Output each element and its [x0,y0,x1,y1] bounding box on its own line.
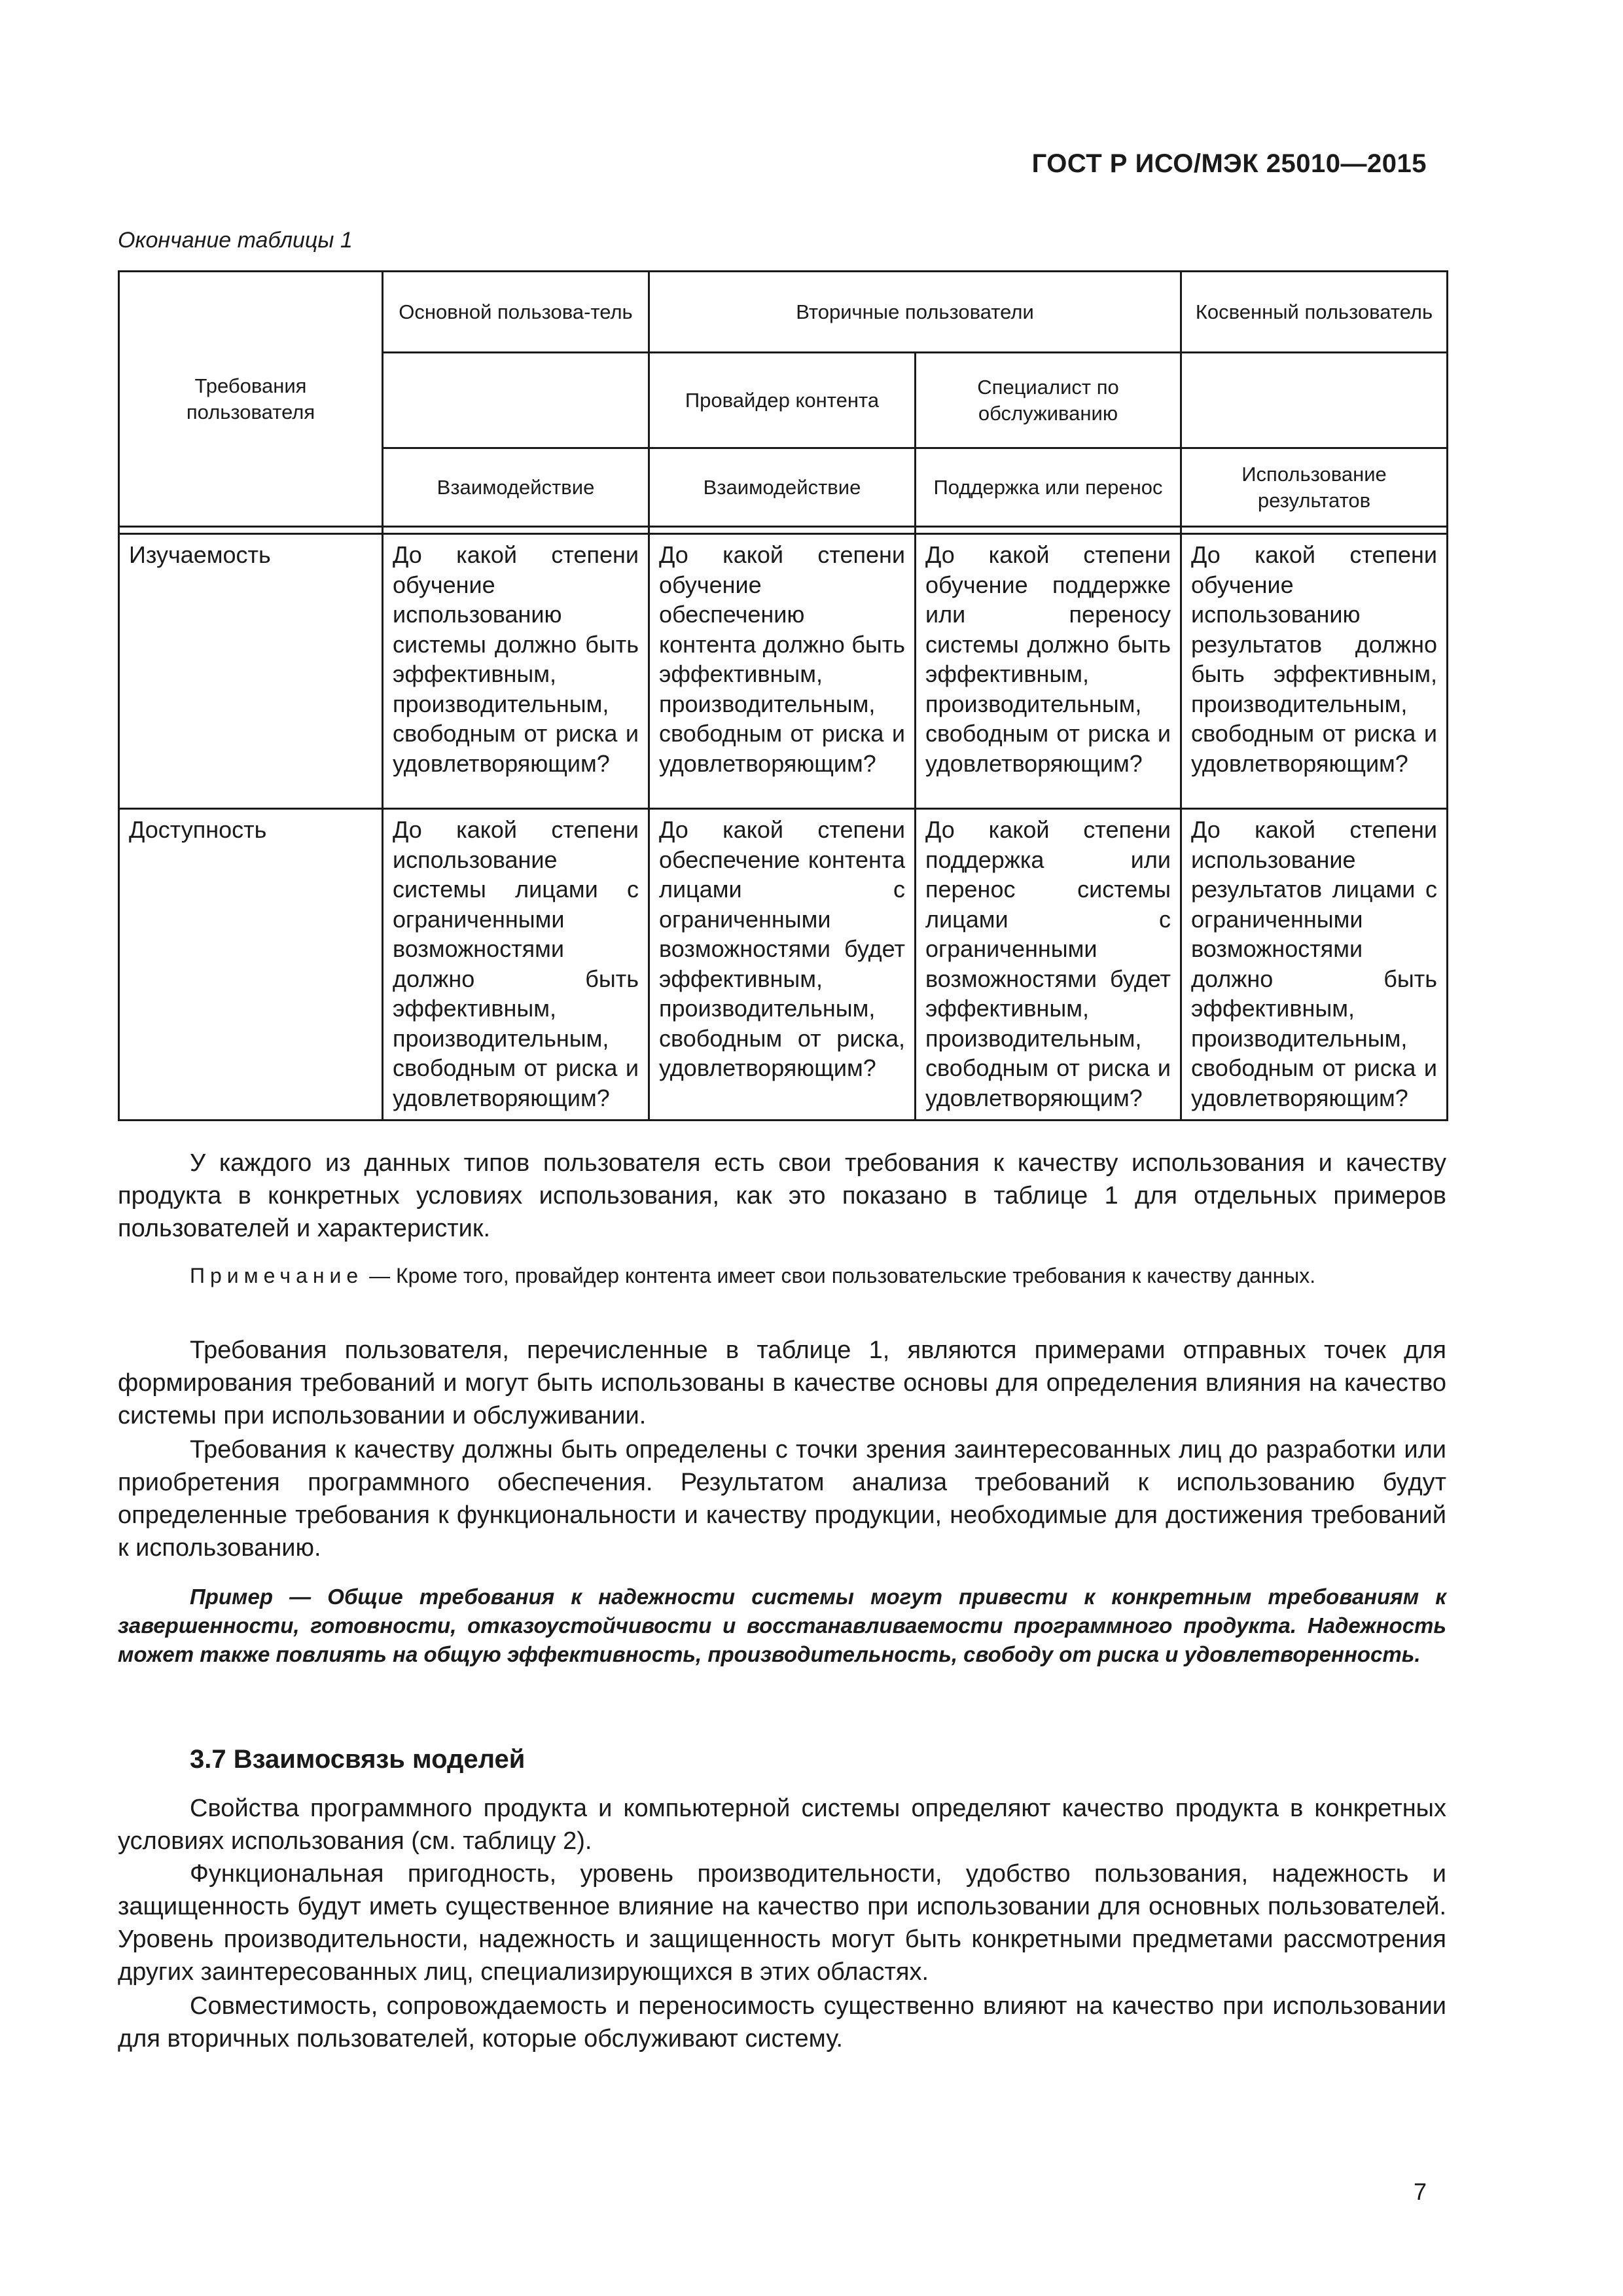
header-user-requirements: Требования пользователя [119,272,383,527]
row-label: Изучаемость [119,534,383,809]
section-title: 3.7 Взаимосвязь моделей [190,1745,526,1774]
header-primary-user: Основной пользова-тель [383,272,649,353]
row-label: Доступность [119,809,383,1121]
user-requirements-table [118,270,1448,1121]
header-action-indirect: Использование результатов [1181,448,1448,527]
header-action-provider: Взаимодействие [649,448,916,527]
header-indirect-user: Косвенный пользователь [1181,272,1448,353]
header-content-provider: Провайдер контента [649,353,916,448]
paragraph-product-properties: Свойства программного продукта и компьютерной системы определяют качество продукта в конкретных условиях использования (см. таблицу 2). [118,1795,1446,1855]
cell-primary: До какой степени обучение использованию системы должно быть эффективным, производительным, свободным от риска и удовлетворяющим? [383,534,649,809]
header-indirect-empty [1181,353,1448,448]
table-caption: Окончание таблицы 1 [118,228,353,253]
paragraph-quality-requirements: Требования к качеству должны быть определены с точки зрения заинтересованных лиц до разработки или приобретения программного обеспечения. Результатом анализа требований к использованию будут определенные требования к функциональности и качеству продукции, необходимые для достижения требований к использованию. [118,1436,1446,1562]
cell-primary: До какой степени использование системы лицами с ограниченными возможностями должно быть эффективным, производительным, свободным от риска и удовлетворяющим? [383,809,649,1121]
cell-indirect: До какой степени использование результатов лицами с ограниченными возможностями должно быть эффективным, производительным, свободным от риска и удовлетворяющим? [1181,809,1448,1121]
cell-indirect: До какой степени обучение использованию результатов должно быть эффективным, производительным, свободным от риска и удовлетворяющим? [1181,534,1448,809]
table-row [119,809,1448,1121]
cell-maintainer: До какой степени обучение поддержке или переносу системы должно быть эффективным, производительным, свободным от риска и удовлетворяющим? [916,534,1181,809]
header-action-primary: Взаимодействие [383,448,649,527]
paragraph-compatibility: Совместимость, сопровождаемость и переносимость существенно влияют на качество при использовании для вторичных пользователей, которые обслуживают систему. [118,1992,1446,2053]
example-block: Пример — Общие требования к надежности системы могут привести к конкретным требованиям к завершенности, готовности, отказоустойчивости и восстанавливаемости программного продукта. Надежность может также повлиять на общую эффективность, производительность, свободу от риска и удовлетворенность. [118,1585,1446,1666]
paragraph-user-types: У каждого из данных типов пользователя есть свои требования к качеству использования и качеству продукта в конкретных условиях использования, как это показано в таблице 1 для отдельных примеров пользователей и характеристик. [118,1149,1446,1242]
note-text: — Кроме того, провайдер контента имеет свои пользовательские требования к качеству данных. [363,1264,1316,1287]
header-separator [119,527,1448,534]
document-standard-id: ГОСТ Р ИСО/МЭК 25010—2015 [1031,149,1427,178]
paragraph-functional-suitability: Функциональная пригодность, уровень производительности, удобство пользования, надежность и защищенность будут иметь существенное влияние на качество при использовании для основных пользователей. Уровень производительности, надежность и защищенность могут быть конкретными предметами рассмотрения других заинтересованных лиц, специализирующихся в этих областях. [118,1860,1446,1986]
cell-maintainer: До какой степени поддержка или перенос системы лицами с ограниченными возможностями будет эффективным, производительным, свободным от риска и удовлетворяющим? [916,809,1181,1121]
page-number: 7 [1413,2178,1427,2205]
paragraph-requirements-examples: Требования пользователя, перечисленные в таблице 1, являются примерами отправных точек для формирования требований и могут быть использованы в качестве основы для определения влияния на качество системы при использовании и обслуживании. [118,1336,1446,1429]
header-secondary-users: Вторичные пользователи [649,272,1181,353]
table-row [119,534,1448,809]
note [118,1262,1446,1289]
note-label: Примечание [190,1264,364,1287]
header-maintainer: Специалист по обслуживанию [916,353,1181,448]
cell-provider: До какой степени обучение обеспечению контента должно быть эффективным, производительным, свободным от риска и удовлетворяющим? [649,534,916,809]
cell-provider: До какой степени обеспечение контента лицами с ограниченными возможностями будет эффективным, производительным, свободным от риска, удовлетворяющим? [649,809,916,1121]
header-primary-empty [383,353,649,448]
header-action-maintainer: Поддержка или перенос [916,448,1181,527]
